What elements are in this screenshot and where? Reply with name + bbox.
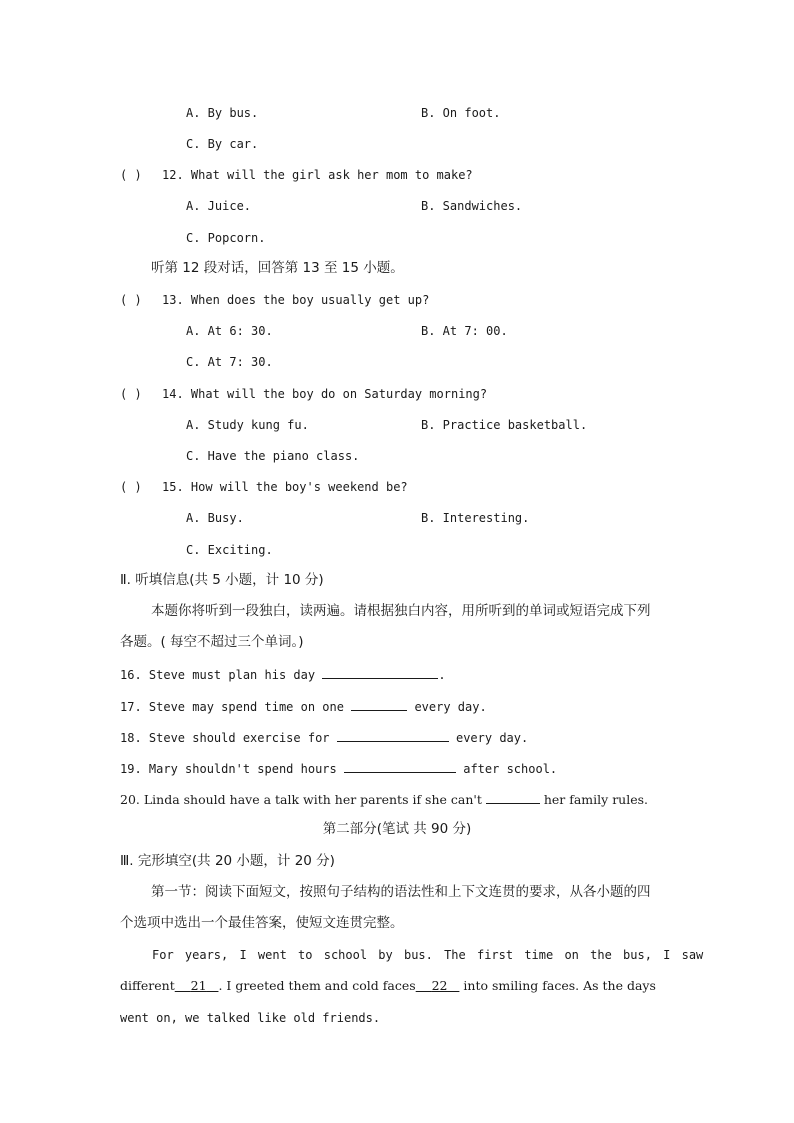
q15-option-a: A. Busy.: [186, 511, 244, 525]
q17-line: [120, 698, 487, 715]
passage-line2-middle: . I greeted them and cold faces: [218, 978, 416, 993]
passage-line2-start: different: [120, 978, 175, 993]
passage-line3: went on, we talked like old friends.: [120, 1011, 381, 1025]
q18-prefix: 18. Steve should exercise for: [120, 731, 330, 745]
q12-stem: 12. What will the girl ask her mom to make?: [162, 168, 473, 182]
q12-answer-paren: ( ): [120, 168, 142, 182]
q16-prefix: 16. Steve must plan his day: [120, 668, 316, 682]
q15-stem: 15. How will the boy's weekend be?: [162, 480, 408, 494]
q11-option-b: B. On foot.: [421, 106, 501, 120]
q13-answer-paren: ( ): [120, 293, 142, 307]
q15-answer-paren: ( ): [120, 480, 142, 494]
q20-blank[interactable]: [486, 791, 540, 804]
blank-21-number: 21: [190, 978, 207, 993]
q20-line: [120, 791, 648, 808]
q12-option-b: B. Sandwiches.: [421, 199, 523, 213]
section2-instruction-line2: 各题。( 每空不超过三个单词。): [120, 634, 304, 650]
q19-prefix: 19. Mary shouldn't spend hours: [120, 762, 337, 776]
q18-blank[interactable]: [337, 729, 449, 742]
section3-instruction-line1: 第一节：阅读下面短文，按照句子结构的语法性和上下文连贯的要求，从各小题的四: [151, 884, 651, 900]
q19-blank[interactable]: [344, 760, 456, 773]
q14-answer-paren: ( ): [120, 387, 142, 401]
q17-prefix: 17. Steve may spend time on one: [120, 700, 344, 714]
q14-option-b: B. Practice basketball.: [421, 418, 588, 432]
blank-22-number: 22: [431, 978, 448, 993]
part2-title: 第二部分(笔试 共 90 分): [322, 821, 472, 837]
q14-option-a: A. Study kung fu.: [186, 418, 309, 432]
dialog12-instruction: 听第 12 段对话，回答第 13 至 15 小题。: [151, 260, 404, 276]
q13-option-b: B. At 7: 00.: [421, 324, 508, 338]
section2-instruction-line1: 本题你将听到一段独白，读两遍。请根据独白内容，用所听到的单词或短语完成下列: [151, 603, 651, 619]
q11-option-a: A. By bus.: [186, 106, 259, 120]
q20-suffix: her family rules.: [543, 792, 648, 807]
passage-line1: For years, I went to school by bus. The first time on the bus, I saw: [152, 948, 704, 962]
section3-instruction-line2: 个选项中选出一个最佳答案，使短文连贯完整。: [120, 915, 404, 931]
q12-option-c: C. Popcorn.: [186, 231, 266, 245]
q14-stem: 14. What will the boy do on Saturday morning?: [162, 387, 488, 401]
q17-blank[interactable]: [351, 698, 407, 711]
q17-suffix: every day.: [414, 700, 487, 714]
blank-22[interactable]: [416, 978, 460, 993]
q16-line: [120, 666, 446, 683]
q20-prefix: 20. Linda should have a talk with her parents if she can't: [120, 792, 482, 807]
q13-option-c: C. At 7: 30.: [186, 355, 273, 369]
passage-line2: [120, 978, 656, 994]
q13-stem: 13. When does the boy usually get up?: [162, 293, 430, 307]
q15-option-b: B. Interesting.: [421, 511, 530, 525]
q18-suffix: every day.: [455, 731, 529, 745]
q15-option-c: C. Exciting.: [186, 543, 273, 557]
section2-title: Ⅱ. 听填信息(共 5 小题，计 10 分): [120, 572, 324, 588]
q12-option-a: A. Juice.: [186, 199, 252, 213]
blank-21[interactable]: [175, 978, 219, 993]
section3-title: Ⅲ. 完形填空(共 20 小题，计 20 分): [120, 853, 335, 869]
q11-option-c: C. By car.: [186, 137, 259, 151]
q19-line: [120, 760, 557, 777]
q14-option-c: C. Have the piano class.: [186, 449, 360, 463]
q16-suffix: .: [438, 668, 446, 682]
q19-suffix: after school.: [463, 762, 558, 776]
passage-line2-end: into smiling faces. As the days: [463, 978, 656, 993]
q16-blank[interactable]: [322, 666, 438, 679]
q18-line: [120, 729, 528, 746]
q13-option-a: A. At 6: 30.: [186, 324, 273, 338]
